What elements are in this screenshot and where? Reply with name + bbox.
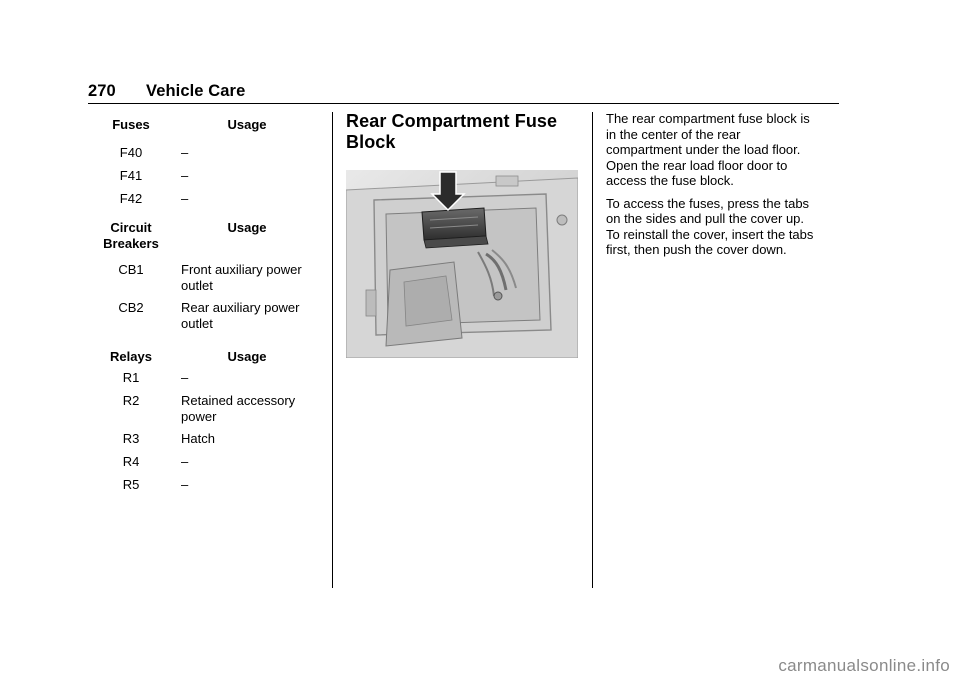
section-title-line1: Rear Compartment Fuse — [346, 111, 558, 131]
section-name: Vehicle Care — [146, 82, 246, 100]
relay-usage: – — [181, 370, 189, 385]
relay-usage-line2: power — [181, 409, 217, 424]
paragraph-1 — [606, 111, 842, 189]
section-title — [346, 111, 582, 153]
relay-usage: Hatch — [181, 431, 215, 446]
text-line: first, then push the cover down. — [606, 242, 787, 257]
table-row — [90, 431, 326, 454]
fuses-table — [90, 117, 326, 214]
relay-id: R1 — [122, 370, 140, 385]
table-row — [90, 168, 326, 191]
text-line: The rear compartment fuse block is — [606, 111, 810, 126]
breaker-usage-line2: outlet — [181, 316, 213, 331]
fuse-id: F42 — [119, 191, 143, 206]
breaker-id: CB2 — [118, 300, 144, 315]
relay-id: R5 — [122, 477, 140, 492]
page-number: 270 — [88, 82, 116, 100]
fuse-id: F40 — [119, 145, 143, 160]
relay-usage-line1: Retained accessory — [181, 393, 296, 408]
table-row — [90, 370, 326, 393]
relays-table-header — [90, 349, 326, 370]
text-line: access the fuse block. — [606, 173, 734, 188]
table-row — [90, 300, 326, 338]
breaker-usage — [181, 262, 326, 294]
breaker-usage-line1: Front auxiliary power — [181, 262, 302, 277]
usage-col-header: Usage — [227, 220, 267, 235]
paragraph-2 — [606, 196, 842, 258]
breakers-table — [90, 220, 326, 338]
text-line: in the center of the rear — [606, 126, 741, 142]
relays-col-header: Relays — [110, 349, 152, 364]
relay-id: R2 — [122, 393, 140, 408]
text-line: To access the fuses, press the tabs — [606, 195, 810, 211]
relay-id: R4 — [122, 454, 140, 469]
fuse-usage: – — [181, 145, 189, 160]
fuse-id: F41 — [119, 168, 143, 183]
relays-table — [90, 349, 326, 500]
usage-col-header: Usage — [227, 349, 267, 364]
relay-id: R3 — [122, 431, 140, 446]
text-line: Open the rear load floor door to — [606, 157, 788, 173]
table-row — [90, 454, 326, 477]
relay-usage: – — [181, 454, 189, 469]
breakers-col-header — [90, 220, 172, 252]
relay-usage — [181, 393, 326, 425]
fuse-block-illustration — [346, 170, 578, 358]
watermark: carmanualsonline.info — [778, 656, 950, 675]
table-row — [90, 145, 326, 168]
breaker-id: CB1 — [118, 262, 144, 277]
usage-col-header: Usage — [227, 117, 267, 132]
column-divider-1 — [332, 112, 333, 588]
text-line: To reinstall the cover, insert the tabs — [606, 226, 814, 242]
breakers-col-header-line1: Circuit — [110, 220, 152, 235]
fuses-col-header: Fuses — [112, 117, 150, 132]
breakers-col-header-line2: Breakers — [103, 236, 159, 251]
breakers-table-header — [90, 220, 326, 262]
table-row — [90, 477, 326, 500]
header-rule — [88, 103, 839, 104]
page-header — [88, 82, 245, 101]
fuse-usage: – — [181, 168, 189, 183]
table-row — [90, 262, 326, 300]
body-text — [606, 111, 842, 265]
fuses-table-header — [90, 117, 326, 145]
breaker-usage-line1: Rear auxiliary power — [181, 300, 300, 315]
fuse-usage: – — [181, 191, 189, 206]
relay-usage: – — [181, 477, 189, 492]
breaker-usage — [181, 300, 326, 332]
table-row — [90, 393, 326, 431]
text-line: compartment under the load floor. — [606, 142, 801, 157]
text-line: on the sides and pull the cover up. — [606, 211, 805, 226]
table-row — [90, 191, 326, 214]
breaker-usage-line2: outlet — [181, 278, 213, 293]
column-divider-2 — [592, 112, 593, 588]
section-title-line2: Block — [346, 132, 396, 152]
